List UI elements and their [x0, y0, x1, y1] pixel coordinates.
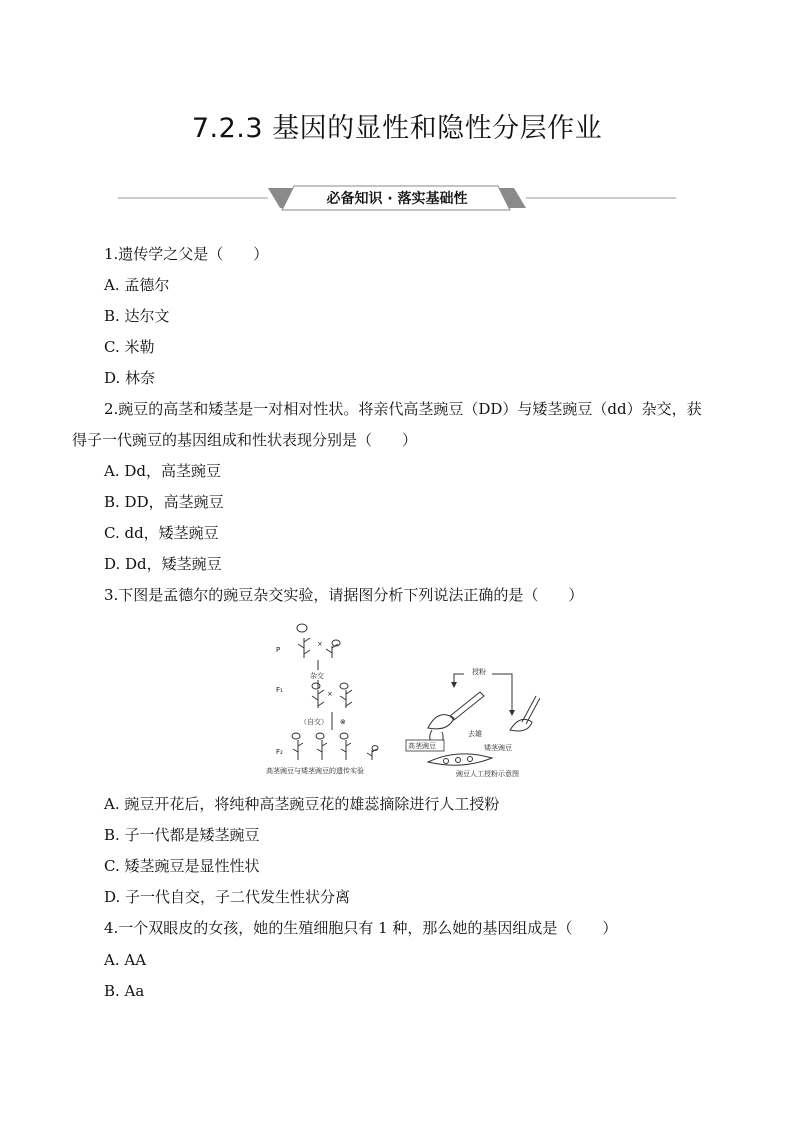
- pea-flower-short-icon: [510, 696, 540, 731]
- question-1-option-c: C. 米勒: [104, 338, 155, 356]
- pea-pod-icon: [428, 754, 492, 765]
- question-4-stem: 4.一个双眼皮的女孩，她的生殖细胞只有 1 种，那么她的基因组成是（ ）: [104, 919, 618, 937]
- question-3-option-c: C. 矮茎豌豆是显性性状: [104, 857, 260, 875]
- svg-text:×: ×: [317, 640, 323, 648]
- question-3-option-d: D. 子一代自交，子二代发生性状分离: [104, 888, 351, 906]
- question-3-option-a: A. 豌豆开花后，将纯种高茎豌豆花的雄蕊摘除进行人工授粉: [104, 795, 500, 813]
- figure-label-cross: 杂交: [310, 672, 324, 680]
- figure-right-caption: 豌豆人工授粉示意图: [456, 770, 519, 778]
- figure-label-f1: F₁: [276, 686, 283, 694]
- question-2-stem-line-2: 得子一代豌豆的基因组成和性状表现分别是（ ）: [72, 431, 418, 449]
- p-tall-plant-icon: [297, 624, 310, 658]
- p-short-plant-icon: [326, 640, 340, 658]
- question-4-option-a: A. AA: [104, 951, 147, 969]
- figure-left-caption: 高茎豌豆与矮茎豌豆的遗传实验: [266, 767, 364, 775]
- question-3-option-b: B. 子一代都是矮茎豌豆: [104, 826, 260, 844]
- figure-label-short: 矮茎豌豆: [484, 744, 512, 752]
- page-title: 7.2.3 基因的显性和隐性分层作业: [191, 113, 603, 144]
- f2-plants-icon: [292, 733, 378, 760]
- svg-text:×: ×: [327, 690, 333, 698]
- question-1-option-b: B. 达尔文: [104, 307, 170, 325]
- question-2-option-b: B. DD，高茎豌豆: [104, 493, 224, 511]
- svg-text:⊗: ⊗: [340, 718, 346, 726]
- question-2-option-d: D. Dd，矮茎豌豆: [104, 555, 222, 573]
- question-2-stem-line-1: 2.豌豆的高茎和矮茎是一对相对性状。将亲代高茎豌豆（DD）与矮茎豌豆（dd）杂交，获: [104, 400, 702, 418]
- question-2-option-c: C. dd，矮茎豌豆: [104, 524, 219, 542]
- pea-cross-figure: [260, 618, 540, 783]
- figure-label-self: （自交）: [300, 718, 328, 726]
- f1-plant-icon-2: [340, 683, 352, 708]
- question-2-option-a: A. Dd，高茎豌豆: [104, 462, 221, 480]
- section-banner: 必备知识 · 落实基础性: [326, 191, 468, 207]
- figure-label-tall: 高茎豌豆: [408, 742, 436, 750]
- question-3-stem: 3.下图是孟德尔的豌豆杂交实验，请据图分析下列说法正确的是（ ）: [104, 586, 584, 604]
- figure-label-f2: F₂: [276, 748, 283, 756]
- figure-label-castrate: 去雄: [468, 730, 482, 738]
- figure-label-p: P: [276, 646, 281, 654]
- question-4-option-b: B. Aa: [104, 982, 145, 1000]
- question-1-option-a: A. 孟德尔: [104, 276, 170, 294]
- question-1-option-d: D. 林奈: [104, 369, 156, 387]
- question-1-stem: 1.遗传学之父是（ ）: [104, 245, 269, 263]
- figure-label-pollination: 授粉: [472, 668, 486, 676]
